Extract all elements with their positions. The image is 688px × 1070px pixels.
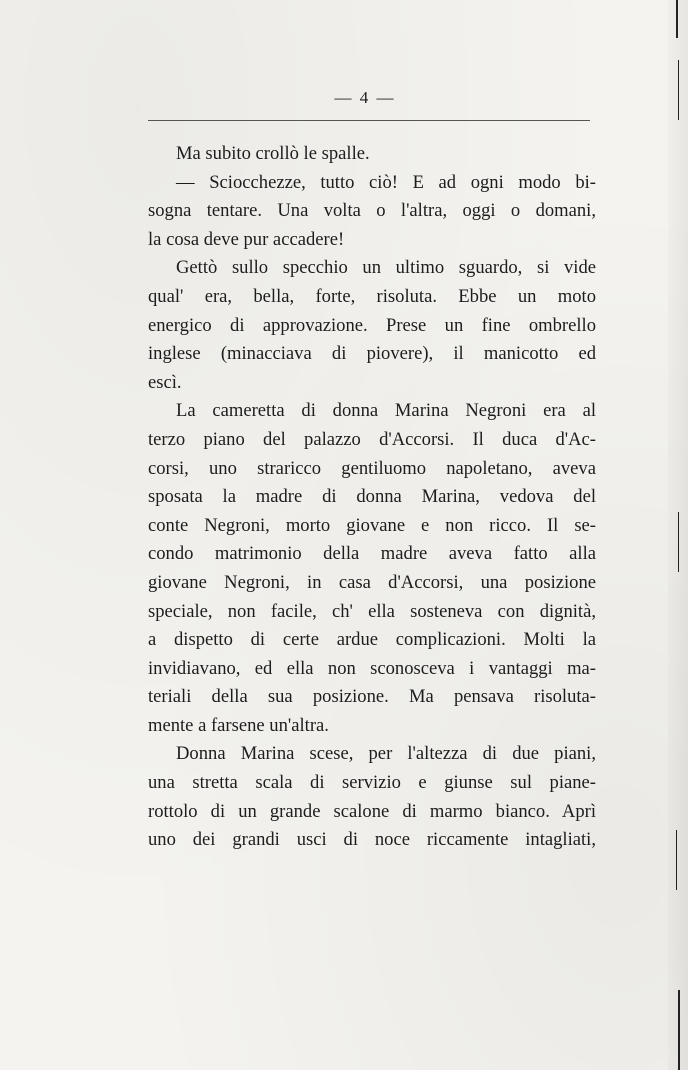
edge-mark-upper	[678, 60, 679, 120]
text-line: invidiavano, ed ella non sconosceva i vantaggi ma-	[148, 657, 596, 679]
text-line: giovane Negroni, in casa d'Accorsi, una posizione	[148, 571, 596, 593]
text-line: La cameretta di donna Marina Negroni era al	[176, 400, 596, 422]
text-line: rottolo di un grande scalone di marmo bianco. Aprì	[148, 800, 596, 822]
body-text	[148, 140, 596, 855]
edge-mark-lower	[676, 830, 677, 890]
text-line: terzo piano del palazzo d'Accorsi. Il duca d'Ac-	[148, 428, 596, 450]
text-line: Donna Marina scese, per l'altezza di due piani,	[176, 743, 596, 765]
text-line: conte Negroni, morto giovane e non ricco. Il se-	[148, 514, 596, 536]
edge-mark-top	[676, 0, 678, 38]
text-line: — Sciocchezze, tutto ciò! E ad ogni modo bi-	[176, 171, 596, 193]
text-line: la cosa deve pur accadere!	[148, 228, 345, 250]
edge-mark-middle	[678, 512, 679, 572]
text-line: una stretta scala di servizio e giunse sul piane-	[148, 772, 596, 794]
header-rule	[148, 120, 590, 121]
text-line: inglese (minacciava di piovere), il manicotto ed	[148, 343, 596, 365]
text-line: a dispetto di certe ardue complicazioni. Molti la	[148, 629, 596, 651]
text-line: energico di approvazione. Prese un fine ombrello	[148, 314, 596, 336]
text-line: Gettò sullo specchio un ultimo sguardo, si vide	[176, 257, 596, 279]
text-line: corsi, uno straricco gentiluomo napoletano, aveva	[148, 457, 596, 479]
text-line: teriali della sua posizione. Ma pensava risoluta-	[148, 686, 596, 708]
text-line: escì.	[148, 371, 182, 393]
text-line: mente a farsene un'altra.	[148, 714, 329, 736]
text-line: sposata la madre di donna Marina, vedova del	[148, 486, 596, 508]
text-line: Ma subito crollò le spalle.	[176, 143, 370, 164]
text-line: uno dei grandi usci di noce riccamente intagliati,	[148, 829, 596, 851]
text-line: sogna tentare. Una volta o l'altra, oggi o domani,	[148, 200, 596, 222]
text-line: condo matrimonio della madre aveva fatto alla	[148, 543, 596, 565]
edge-mark-bottom	[678, 990, 680, 1070]
text-line: speciale, non facile, ch' ella sosteneva con dignità,	[148, 600, 596, 622]
page-number: — 4 —	[334, 88, 396, 107]
text-line: qual' era, bella, forte, risoluta. Ebbe un moto	[148, 285, 596, 307]
